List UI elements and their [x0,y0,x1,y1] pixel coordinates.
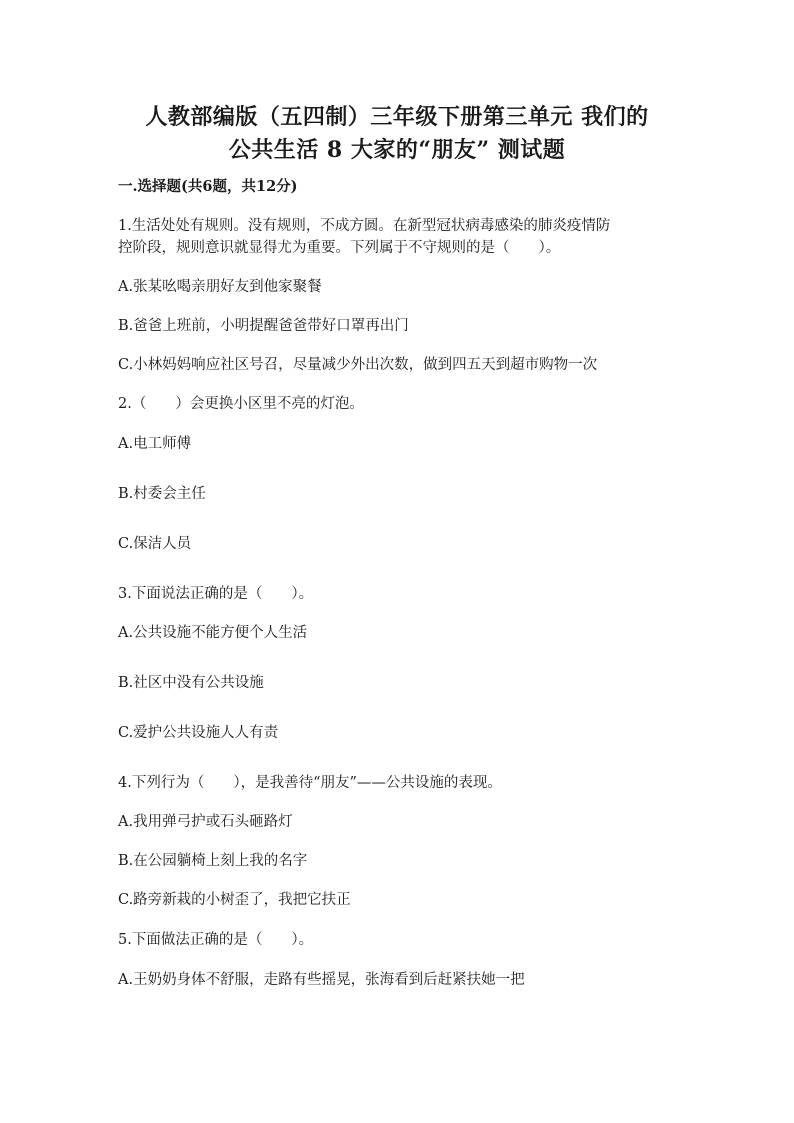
q1-stem-line-1: 1.生活处处有规则。没有规则，不成方圆。在新型冠状病毒感染的肺炎疫情防 [118,218,611,234]
q1-stem-line-2: 控阶段，规则意识就显得尤为重要。下列属于不守规则的是（ ）。 [118,240,561,256]
q5-stem: 5.下面做法正确的是（ ）。 [118,932,314,948]
q2-option-b: B.村委会主任 [118,486,206,502]
q2-option-c: C.保洁人员 [118,536,192,552]
q1-option-b: B.爸爸上班前，小明提醒爸爸带好口罩再出门 [118,318,409,334]
q2-option-a: A.电工师傅 [118,436,192,452]
title-line-2: 公共生活 8 大家的“朋友” 测试题 [228,137,566,163]
q4-option-c: C.路旁新栽的小树歪了，我把它扶正 [118,892,351,908]
title-line-1: 人教部编版（五四制）三年级下册第三单元 我们的 [145,104,649,130]
section-heading: 一.选择题(共6题，共12分) [118,178,298,195]
q3-option-c: C.爱护公共设施人人有责 [118,725,279,741]
q1-option-c: C.小林妈妈响应社区号召，尽量减少外出次数，做到四五天到超市购物一次 [118,357,598,373]
q4-option-b: B.在公园躺椅上刻上我的名字 [118,853,308,869]
q5-option-a: A.王奶奶身体不舒服，走路有些摇晃，张海看到后赶紧扶她一把 [118,972,525,988]
q4-stem: 4.下列行为（ ），是我善待“朋友”——公共设施的表现。 [118,775,502,791]
q1-option-a: A.张某吆喝亲朋好友到他家聚餐 [118,279,322,295]
q3-option-a: A.公共设施不能方便个人生活 [118,625,308,641]
q4-option-a: A.我用弹弓护或石头砸路灯 [118,814,293,830]
q3-stem: 3.下面说法正确的是（ ）。 [118,586,314,602]
q2-stem: 2.（ ）会更换小区里不亮的灯泡。 [118,396,364,412]
q3-option-b: B.社区中没有公共设施 [118,675,264,691]
